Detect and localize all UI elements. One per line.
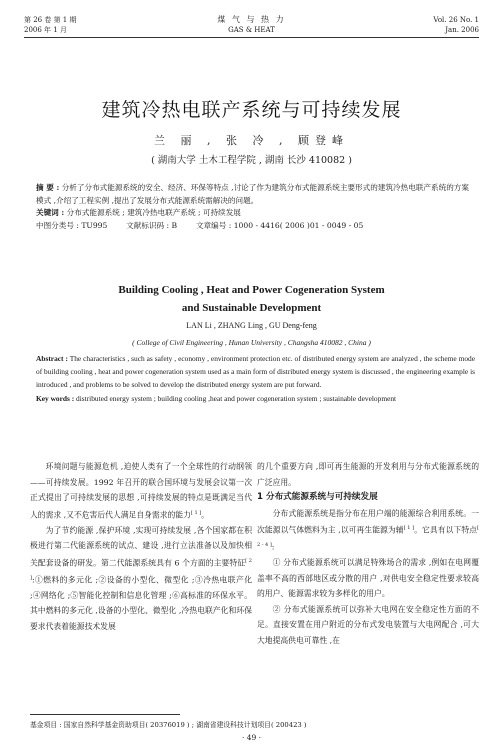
keywords-en: distributed energy system ; building cooling ,heat and power cogeneration system ; sustainable development (76, 394, 397, 404)
journal-name-zh: 煤 气 与 热 力 (217, 15, 286, 24)
body-left-column (30, 459, 252, 634)
document-code: 文献标识码 : B (126, 220, 178, 230)
classification-line (36, 220, 473, 233)
footnote-funding: 基金项目 : 国家自然科学基金资助项目( 20376019 ) ; 湖南省建设科技计划项目( 200423 ) (30, 721, 307, 729)
citation: [ 2 - 4 ] (257, 525, 479, 549)
clc-code: 中图分类号 : TU995 (36, 220, 108, 230)
journal-name-en: GAS & HEAT (228, 26, 275, 34)
abstract-zh (36, 182, 473, 232)
abstract-en-text: The characteristics , such as safety , economy , environment protection etc. of distributed energy system are analyzed , the scheme mode of building cooling , heat and power cogeneration system used as a main form of distributed energy system is discussed , the engineering example is introduced , and problems to be solved to develop the distributed energy system are put forward. (36, 354, 475, 389)
header-volume-en: Vol. 26 No. 1 (433, 16, 479, 24)
affiliation-en: ( College of Civil Engineering , Hunan University , Changsha 410082 , China ) (132, 338, 371, 347)
article-number: 文章编号 : 1000 - 4416( 2006 )01 - 0049 - 05 (195, 220, 364, 230)
body-paragraph (30, 523, 252, 635)
abstract-zh-text: 分析了分布式能源系统的安全、经济、环保等特点 ,讨论了作为建筑分布式能源系统主要形式的建筑冷热电联产系统的方案模式 ,介绍了工程实例 ,提出了发展分布式能源系统需解决的问题。 (36, 183, 469, 205)
body-paragraph: 的几个重要方向 ,即可再生能源的开发利用与分布式能源系统的广泛应用。 (257, 462, 479, 487)
citation: [ 1 ] (190, 509, 202, 516)
abstract-en-label: Abstract : (36, 354, 68, 363)
body-text: 为了节约能源 ,保护环境 ,实现可持续发展 ,各个国家都在积极进行第二代能源系统的试点、建设 ,进行立法准备以及加快相关配套设备的研发。第二代能源系统具有 6 个方面的主要特征 (30, 525, 252, 568)
keywords-zh-line (36, 207, 473, 220)
body-paragraph (257, 506, 479, 556)
header-center (0, 15, 503, 35)
authors-zh: 兰 丽 , 张 冷 , 顾登峰 (154, 134, 349, 147)
footnote-rule (30, 714, 180, 715)
header-rule (24, 37, 479, 38)
citation: [ 2 ] (30, 557, 252, 581)
citation: [ 1 ] (403, 525, 415, 531)
paper-title-en-line2: and Sustainable Development (181, 302, 322, 314)
body-paragraph: ① 分布式能源系统可以满足特殊场合的需求 ,例如在电网覆盖率不高的西部地区或分散的用户 ,对供电安全稳定性要求较高的用户、能源需求较为多样化的用户。 (257, 558, 479, 599)
keywords-zh-label: 关键词 : (36, 208, 65, 217)
body-paragraph: ② 分布式能源系统可以弥补大电网在安全稳定性方面的不足。直接安置在用户附近的分布式发电装置与大电网配合 ,可大大地提高供电可靠性 ,在 (257, 604, 479, 645)
keywords-en-paragraph (36, 393, 475, 406)
header-date: 2006 年 1 月 (24, 26, 67, 34)
keywords-en-label: Key words : (36, 394, 75, 404)
body-text: 环境问题与能源危机 ,迫使人类有了一个全球性的行动纲领——可持续发展。1992 年召开的联合国环境与发展会议第一次正式提出了可持续发展的思想 ,可持续发展的特点是既满足当代人的需求 ,又不危害后代人满足自身需求的能力 (30, 462, 252, 520)
body-text: :①燃料的多元化 ;②设备的小型化、微型化 ;③冷热电联产化 ;④网络化 ;⑤智能化控制和信息化管理 ;⑥高标准的环保水平。其中燃料的多元化 ,设备的小型化、微型化 ,冷热电联产化和环保要求代表着能源技术发展 (30, 575, 252, 631)
body-text: 分布式能源系统是指分布在用户端的能源综合利用系统。一次能源以气体燃料为主 ,以可再生能源为辅 (257, 508, 479, 535)
body-text: : (271, 542, 275, 552)
paper-title-en-line1: Building Cooling , Heat and Power Cogeneration System (118, 284, 385, 296)
body-paragraph (30, 459, 252, 523)
header-right (433, 15, 479, 35)
abstract-en-paragraph (36, 353, 475, 391)
body-text: 。 (201, 510, 209, 520)
body-text: 。它具有以下特点 (414, 525, 478, 535)
abstract-en (36, 353, 475, 406)
section-heading: 1 分布式能源系统与可持续发展 (257, 492, 378, 502)
paper-title-zh: 建筑冷热电联产系统与可持续发展 (101, 99, 402, 121)
header-date-en: Jan. 2006 (445, 26, 479, 34)
header-volume: 第 26 卷 第 1 期 (24, 16, 77, 24)
affiliation-zh: ( 湖南大学 土木工程学院 , 湖南 长沙 410082 ) (151, 155, 352, 166)
page-number: · 49 · (241, 733, 262, 742)
body-right-column (257, 459, 479, 648)
authors-en: LAN Li , ZHANG Ling , GU Deng-feng (186, 321, 317, 330)
keywords-zh: 分布式能源系统 ; 建筑冷热电联产系统 ; 可持续发展 (66, 208, 241, 217)
abstract-zh-label: 摘 要 : (36, 183, 60, 192)
abstract-zh-paragraph (36, 182, 473, 207)
